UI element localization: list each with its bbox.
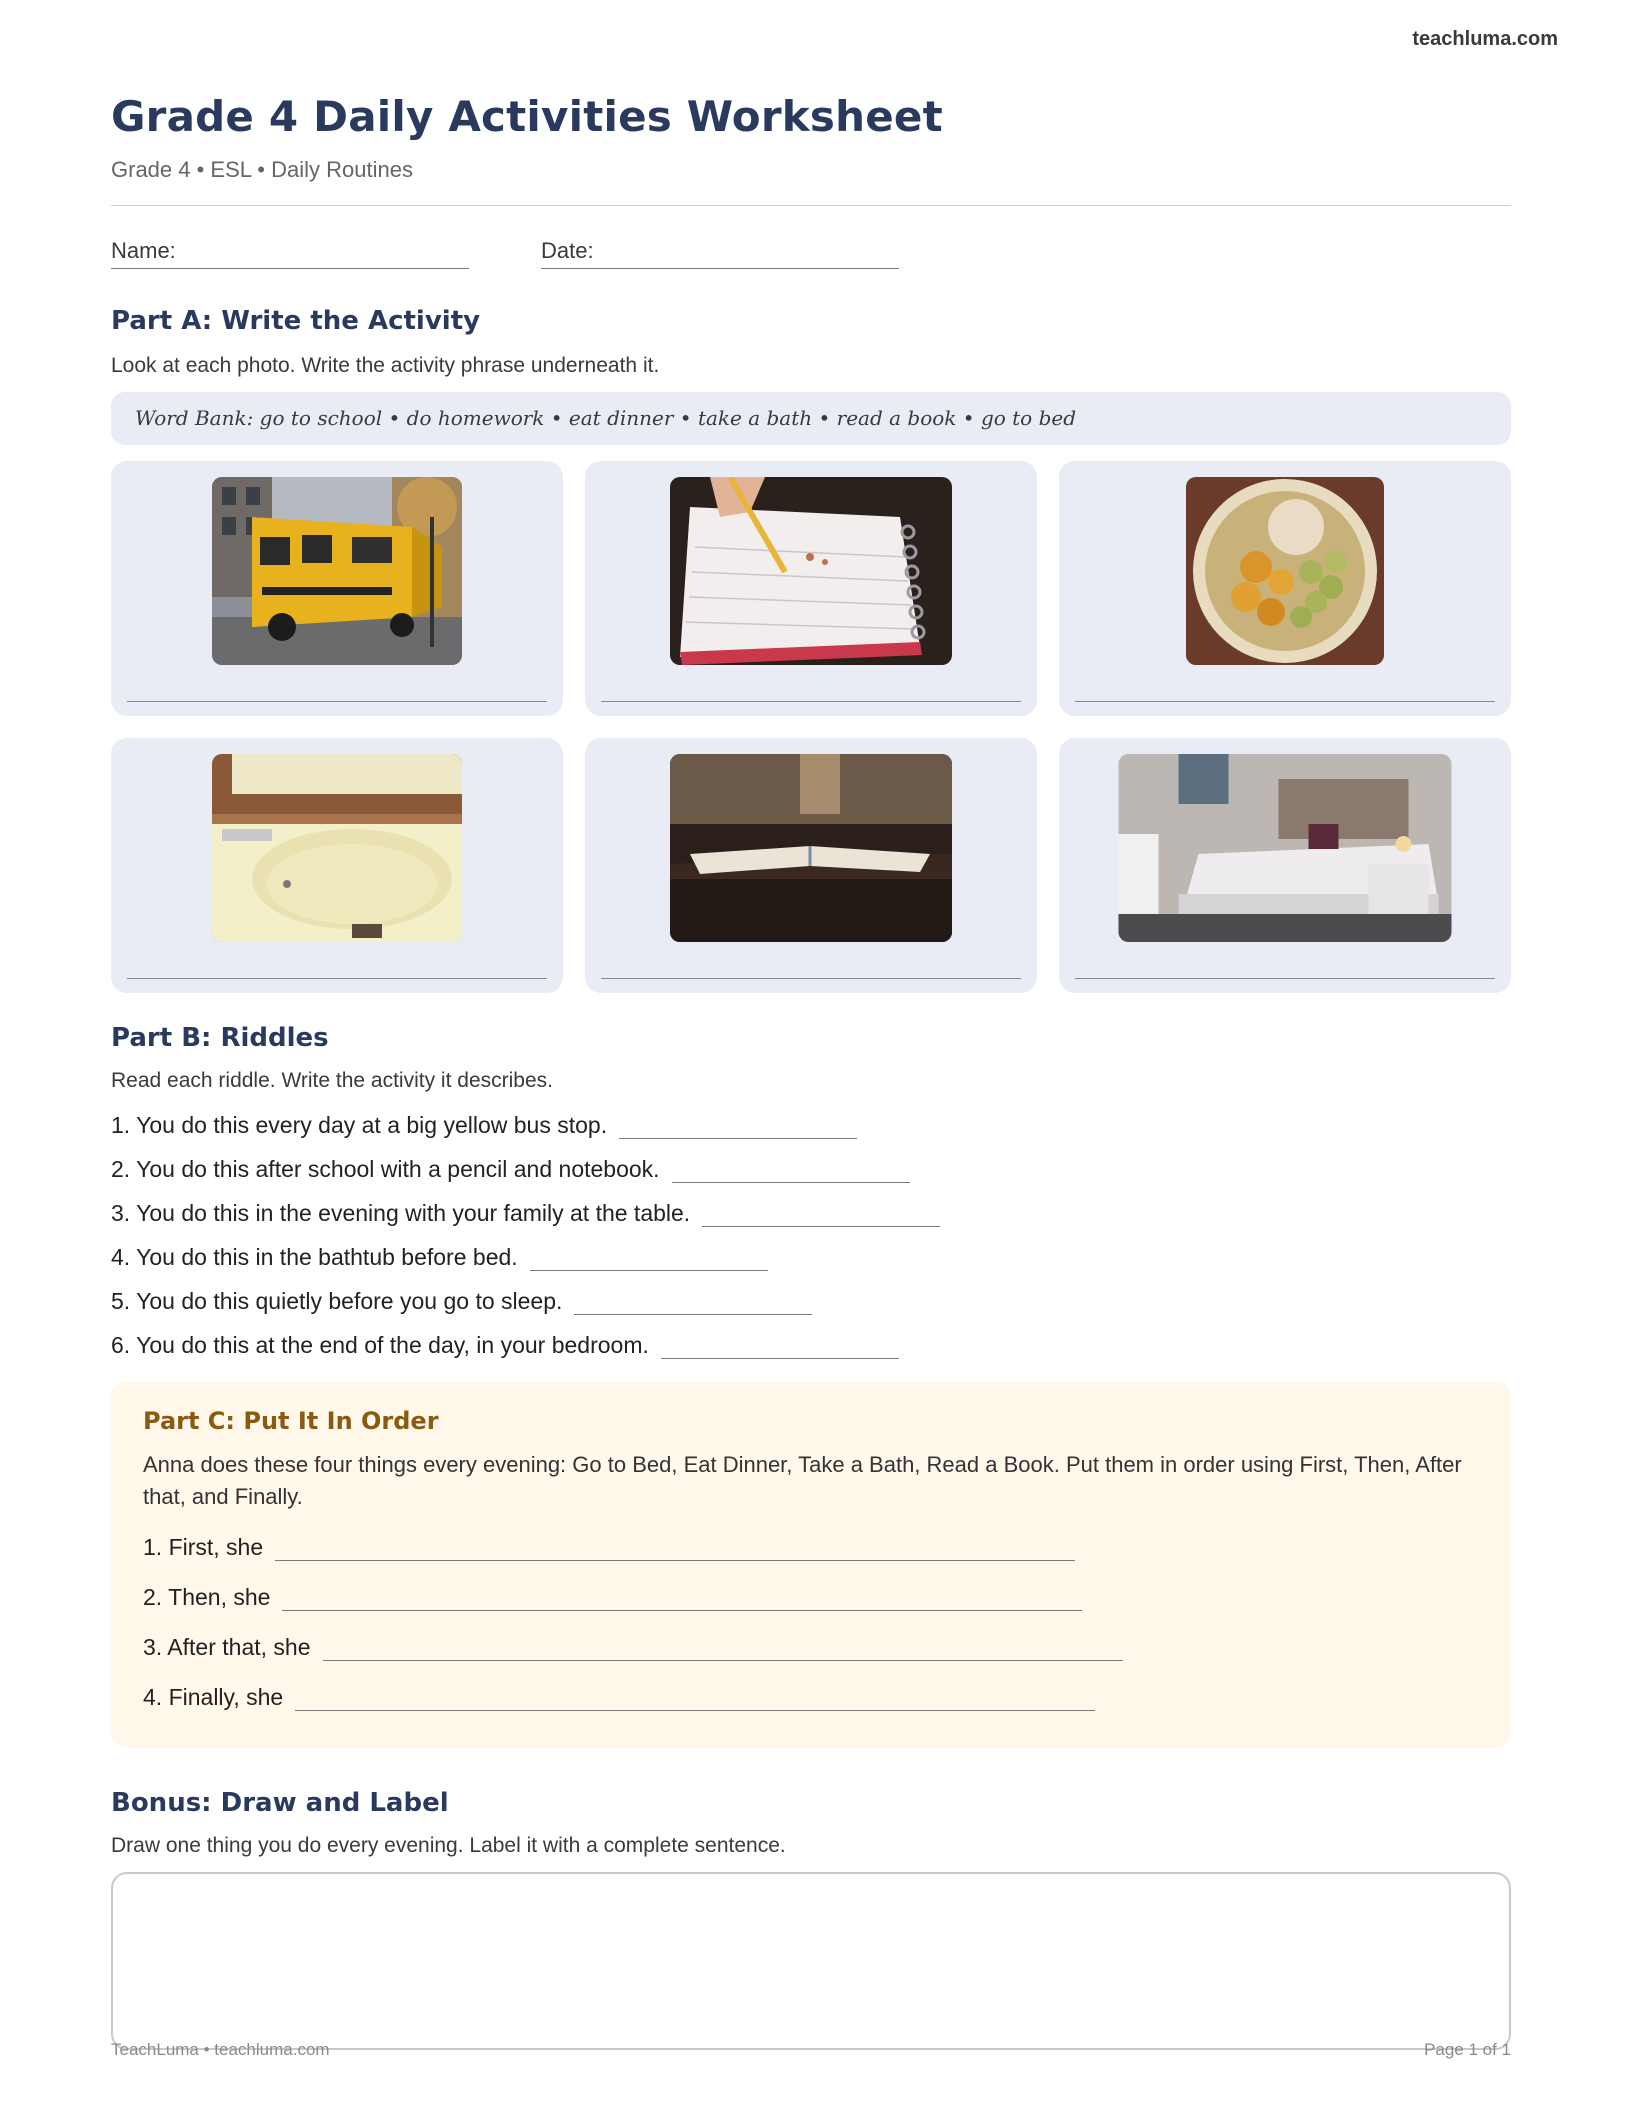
header-divider: [111, 205, 1511, 206]
bedroom-photo: [1119, 754, 1452, 942]
part-c-text: Anna does these four things every evening: Go to Bed, Eat Dinner, Take a Bath, Read a Book. Put them in order using First, Then, After that, and Finally.: [143, 1452, 1462, 1509]
riddle-item: [111, 1279, 1511, 1323]
footer-left: TeachLuma • teachluma.com: [111, 2040, 330, 2059]
date-field[interactable]: [541, 238, 899, 269]
photo-card: [111, 461, 563, 716]
answer-line[interactable]: [1075, 978, 1495, 979]
order-item: [143, 1517, 1479, 1567]
school-bus-photo: [212, 477, 462, 665]
part-c-box: [111, 1381, 1511, 1748]
riddle-item: [111, 1147, 1511, 1191]
order-answer-line[interactable]: [295, 1689, 1095, 1711]
part-b-title: Part B: Riddles: [111, 1023, 329, 1053]
name-field[interactable]: [111, 238, 469, 269]
open-book-photo: [670, 754, 952, 942]
riddle-answer-line[interactable]: [619, 1111, 857, 1139]
riddle-item: [111, 1235, 1511, 1279]
riddle-answer-line[interactable]: [672, 1155, 910, 1183]
name-label: Name:: [111, 238, 176, 263]
drawing-box[interactable]: [111, 1872, 1511, 2050]
photo-card: [585, 738, 1037, 993]
page-title: Grade 4 Daily Activities Worksheet: [111, 92, 943, 141]
riddle-list: [111, 1103, 1511, 1367]
date-label: Date:: [541, 238, 594, 263]
riddle-answer-line[interactable]: [574, 1287, 812, 1315]
answer-line[interactable]: [1075, 701, 1495, 702]
page-subtitle: Grade 4 • ESL • Daily Routines: [111, 157, 413, 182]
riddle-text: 4. You do this in the bathtub before bed.: [111, 1244, 518, 1270]
bathtub-photo: [212, 754, 462, 942]
order-answer-line[interactable]: [275, 1539, 1075, 1561]
order-list: [143, 1517, 1479, 1717]
order-item: [143, 1617, 1479, 1667]
order-label: 2. Then, she: [143, 1584, 271, 1610]
photo-grid: [111, 461, 1511, 993]
site-brand: teachluma.com: [1412, 28, 1558, 50]
order-item: [143, 1567, 1479, 1617]
photo-card: [1059, 461, 1511, 716]
answer-line[interactable]: [601, 701, 1021, 702]
answer-line[interactable]: [127, 978, 547, 979]
order-answer-line[interactable]: [282, 1589, 1082, 1611]
riddle-answer-line[interactable]: [661, 1331, 899, 1359]
worksheet: [111, 92, 1511, 2050]
riddle-item: [111, 1191, 1511, 1235]
riddle-text: 1. You do this every day at a big yellow bus stop.: [111, 1112, 608, 1138]
riddle-text: 2. You do this after school with a pencil and notebook.: [111, 1156, 660, 1182]
order-item: [143, 1667, 1479, 1717]
order-answer-line[interactable]: [323, 1639, 1123, 1661]
bonus-instruction: Draw one thing you do every evening. Label it with a complete sentence.: [111, 1834, 786, 1857]
part-c-title: Part C: Put It In Order: [143, 1407, 439, 1435]
order-label: 1. First, she: [143, 1534, 264, 1560]
order-label: 4. Finally, she: [143, 1684, 284, 1710]
photo-card: [585, 461, 1037, 716]
dinner-plate-photo: [1186, 477, 1384, 665]
name-date-row: [111, 224, 1511, 280]
homework-notebook-photo: [670, 477, 952, 665]
answer-line[interactable]: [127, 701, 547, 702]
footer-page-number: Page 1 of 1: [1424, 2040, 1511, 2059]
part-a-title: Part A: Write the Activity: [111, 306, 481, 336]
riddle-item: [111, 1103, 1511, 1147]
answer-line[interactable]: [601, 978, 1021, 979]
riddle-answer-line[interactable]: [702, 1199, 940, 1227]
riddle-item: [111, 1323, 1511, 1367]
photo-card: [1059, 738, 1511, 993]
photo-card: [111, 738, 563, 993]
part-b-instruction: Read each riddle. Write the activity it describes.: [111, 1069, 553, 1092]
riddle-text: 5. You do this quietly before you go to sleep.: [111, 1288, 563, 1314]
riddle-text: 3. You do this in the evening with your family at the table.: [111, 1200, 691, 1226]
riddle-answer-line[interactable]: [530, 1243, 768, 1271]
bonus-title: Bonus: Draw and Label: [111, 1788, 449, 1818]
word-bank: Word Bank: go to school • do homework • eat dinner • take a bath • read a book • go to bed: [111, 392, 1511, 445]
riddle-text: 6. You do this at the end of the day, in your bedroom.: [111, 1332, 649, 1358]
order-label: 3. After that, she: [143, 1634, 311, 1660]
part-a-instruction: Look at each photo. Write the activity phrase underneath it.: [111, 354, 660, 377]
